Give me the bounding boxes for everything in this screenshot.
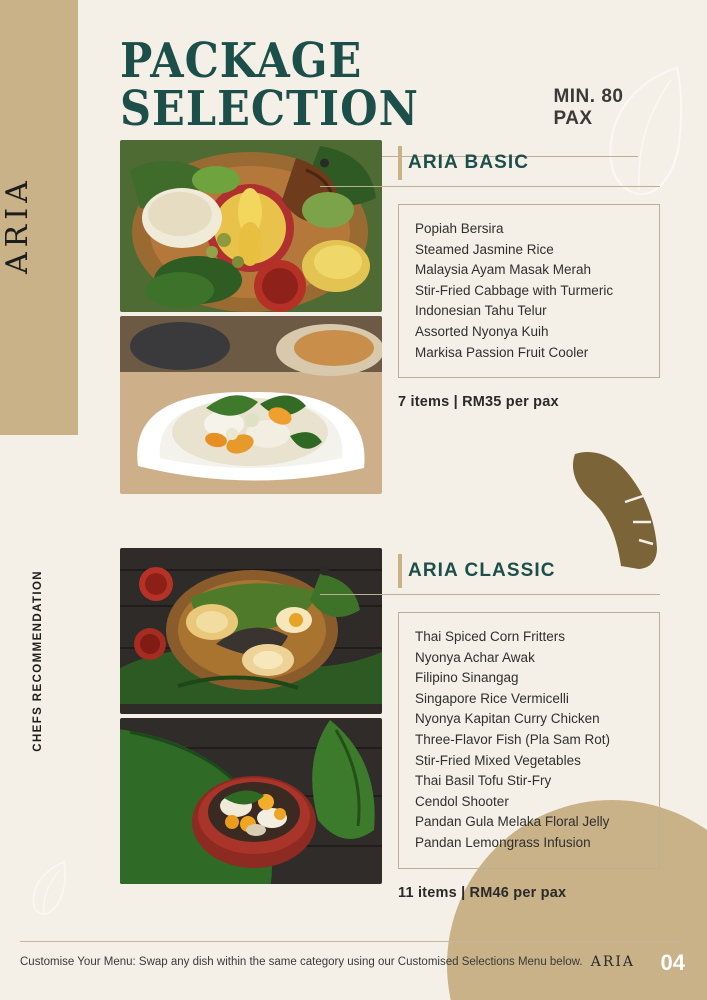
package-basic-items xyxy=(398,204,660,378)
list-item: Markisa Passion Fruit Cooler xyxy=(415,344,589,360)
small-leaf-outline-icon xyxy=(22,858,74,918)
package-classic-details xyxy=(398,548,660,901)
list-item: Three-Flavor Fish (Pla Sam Rot) xyxy=(415,731,611,747)
list-item: Pandan Lemongrass Infusion xyxy=(415,834,591,850)
list-item: Filipino Sinangag xyxy=(415,670,519,686)
package-basic-heading xyxy=(398,140,660,186)
list-item: Nyonya Kapitan Curry Chicken xyxy=(415,711,600,727)
minimum-pax-label: MIN. 80 PAX xyxy=(553,86,624,129)
package-basic-summary: 7 items | RM35 per pax xyxy=(398,394,559,411)
list-item: Steamed Jasmine Rice xyxy=(415,241,554,257)
package-classic-photos xyxy=(120,548,382,884)
package-heading-divider xyxy=(320,186,660,187)
footer-divider xyxy=(20,941,680,942)
list-item: Assorted Nyonya Kuih xyxy=(415,323,549,339)
list-item: Thai Basil Tofu Stir-Fry xyxy=(415,773,552,789)
list-item: Singapore Rice Vermicelli xyxy=(415,690,569,706)
footer-brand: ARIA xyxy=(590,954,635,970)
chefs-recommendation-label: CHEFS RECOMMENDATION xyxy=(32,570,44,752)
package-classic-summary: 11 items | RM46 per pax xyxy=(398,884,567,901)
page-number: 04 xyxy=(660,950,685,975)
list-item: Stir-Fried Mixed Vegetables xyxy=(415,752,581,768)
package-heading-divider xyxy=(320,594,660,595)
list-item: Popiah Bersira xyxy=(415,221,504,236)
list-item: Malaysia Ayam Masak Merah xyxy=(415,262,592,278)
list-item: Nyonya Achar Awak xyxy=(415,649,535,665)
package-name: ARIA BASIC xyxy=(408,152,530,173)
package-basic-details xyxy=(398,140,660,410)
bullet-dot-icon xyxy=(320,159,329,168)
list-item: Stir-Fried Cabbage with Turmeric xyxy=(415,282,614,298)
package-classic-heading xyxy=(398,548,660,594)
page-title: PACKAGE SELECTION xyxy=(120,33,419,138)
brand-vertical-label: ARIA xyxy=(0,176,35,274)
list-item: Cendol Shooter xyxy=(415,793,509,809)
footer-note: Customise Your Menu: Swap any dish within the same category using our Customised Selections Menu below. xyxy=(20,956,583,968)
bullet-dot-icon xyxy=(320,567,329,576)
list-item: Indonesian Tahu Telur xyxy=(415,303,547,319)
list-item: Pandan Gula Melaka Floral Jelly xyxy=(415,814,610,830)
cendol-dessert-bowl-photo xyxy=(120,718,382,884)
fried-fish-tofu-platter-photo xyxy=(120,548,382,714)
list-item: Thai Spiced Corn Fritters xyxy=(415,629,566,644)
grilled-chicken-platter-photo xyxy=(120,140,382,312)
package-basic-photos xyxy=(120,140,382,494)
package-name: ARIA CLASSIC xyxy=(408,560,556,581)
stir-fried-vegetable-dish-photo xyxy=(120,316,382,494)
package-classic-items xyxy=(398,612,660,869)
